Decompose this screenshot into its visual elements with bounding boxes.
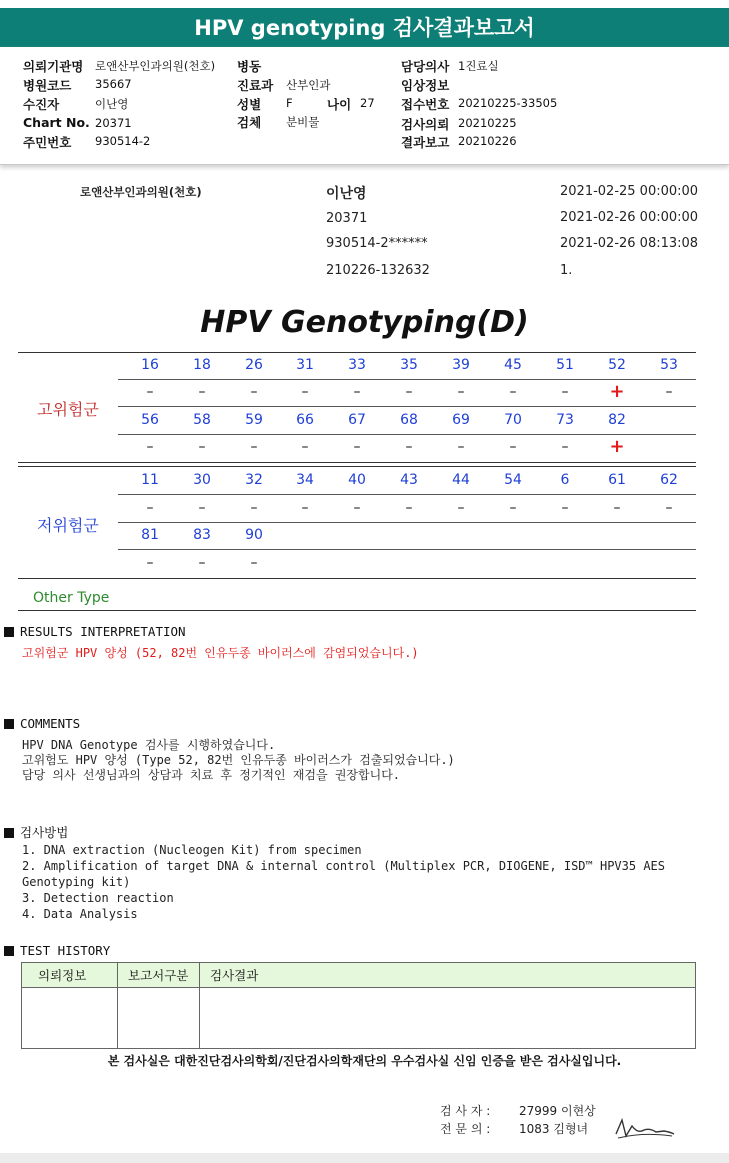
hpv-type-number: 67 [348, 412, 366, 428]
header-value: 20210226 [458, 134, 517, 148]
hpv-type-number: 26 [245, 357, 263, 373]
positive-result: + [609, 436, 625, 457]
header-value: 산부인과 [286, 78, 331, 92]
header-label: 의뢰기관명 [23, 59, 84, 74]
method-heading-text: 검사방법 [20, 825, 69, 840]
comments-heading-text: COMMENTS [20, 716, 81, 731]
negative-result: – [250, 439, 258, 455]
hpv-type-number: 18 [193, 357, 211, 373]
results-text: 고위험군 HPV 양성 (52, 82번 인유두종 바이러스에 감염되었습니다.) [22, 646, 419, 660]
genotyping-title: HPV Genotyping(D) [200, 305, 529, 340]
grid-divider [18, 466, 696, 467]
comment-line: HPV DNA Genotype 검사를 시행하였습니다. [22, 738, 276, 752]
negative-result: – [613, 500, 621, 516]
patient-rrn: 930514-2****** [326, 236, 428, 251]
negative-result: – [509, 384, 517, 400]
negative-result: – [405, 384, 413, 400]
high-risk-label: 고위험군 [37, 400, 99, 419]
negative-result: – [353, 439, 361, 455]
header-value: 분비물 [286, 115, 320, 129]
history-header-row [22, 963, 696, 988]
negative-result: – [146, 555, 154, 571]
header-label: 병원코드 [23, 78, 72, 93]
patient-code: 210226-132632 [326, 263, 430, 278]
hpv-type-number: 56 [141, 412, 159, 428]
hpv-type-number: 32 [245, 472, 263, 488]
patient-name: 이난영 [326, 186, 367, 202]
grid-divider [18, 462, 696, 463]
negative-result: – [353, 384, 361, 400]
age-value: 27 [360, 96, 375, 110]
history-heading [4, 943, 110, 958]
grid-divider [18, 352, 696, 353]
square-bullet-icon [4, 627, 14, 637]
datetime-3: 2021-02-26 08:13:08 [560, 236, 699, 251]
hpv-type-number: 16 [141, 357, 159, 373]
hpv-type-number: 53 [660, 357, 678, 373]
footer-bar [0, 1153, 729, 1163]
negative-result: – [198, 500, 206, 516]
header-label: 수진자 [23, 97, 60, 112]
header-value: 이난영 [95, 97, 129, 111]
specialist-value: 1083 김형녀 [519, 1122, 589, 1136]
grid-divider [18, 578, 696, 579]
negative-result: – [665, 500, 673, 516]
header-label: 담당의사 [401, 59, 450, 74]
header-value: F [286, 96, 293, 110]
header-label: 성별 [237, 97, 262, 112]
datetime-1: 2021-02-25 00:00:00 [560, 184, 699, 199]
hpv-type-number: 81 [141, 527, 159, 543]
header-label: 검체 [237, 115, 262, 130]
hpv-type-number: 61 [608, 472, 626, 488]
hpv-type-number: 6 [560, 472, 570, 488]
hpv-type-number: 70 [504, 412, 522, 428]
header-label: 주민번호 [23, 135, 72, 150]
other-type-label: Other Type [33, 590, 110, 606]
header-label: 결과보고 [401, 135, 450, 150]
negative-result: – [457, 500, 465, 516]
header-label: 검사의뢰 [401, 117, 450, 132]
examiner-value: 27999 이현상 [519, 1104, 596, 1118]
header-value: 20210225-33505 [458, 96, 558, 110]
hpv-type-number: 73 [556, 412, 574, 428]
hpv-type-number: 44 [452, 472, 470, 488]
hpv-type-number: 33 [348, 357, 366, 373]
hpv-type-number: 82 [608, 412, 626, 428]
hpv-type-number: 51 [556, 357, 574, 373]
negative-result: – [198, 555, 206, 571]
negative-result: – [146, 439, 154, 455]
negative-result: – [405, 500, 413, 516]
grid-divider [118, 549, 696, 550]
negative-result: – [561, 439, 569, 455]
negative-result: – [353, 500, 361, 516]
hpv-type-number: 40 [348, 472, 366, 488]
hpv-type-number: 35 [400, 357, 418, 373]
header-value: 35667 [95, 77, 132, 91]
handwritten-signature [612, 1112, 676, 1142]
header-value: 930514-2 [95, 134, 151, 148]
header-label: 진료과 [237, 78, 274, 93]
certification-notice: 본 검사실은 대한진단검사의학회/진단검사의학재단의 우수검사실 신임 인증을 받은 검사실입니다. [107, 1054, 622, 1068]
method-line: 2. Amplification of target DNA & internal control (Multiplex PCR, DIOGENE, ISD™ HPV35 AES [22, 859, 665, 873]
hpv-type-number: 54 [504, 472, 522, 488]
history-cell [118, 988, 200, 1049]
header-label: 접수번호 [401, 97, 450, 112]
report-header [0, 47, 729, 165]
hpv-type-number: 31 [296, 357, 314, 373]
patient-chart: 20371 [326, 211, 368, 226]
negative-result: – [198, 384, 206, 400]
examiner-label: 검 사 자 : [440, 1104, 491, 1118]
header-value: 20371 [95, 116, 132, 130]
hpv-type-number: 90 [245, 527, 263, 543]
hpv-type-number: 45 [504, 357, 522, 373]
grid-divider [118, 522, 696, 523]
comment-line: 고위험도 HPV 양성 (Type 52, 82번 인유두종 바이러스가 검출되었습니다.) [22, 753, 455, 767]
grid-divider [118, 379, 696, 380]
negative-result: – [457, 384, 465, 400]
negative-result: – [146, 500, 154, 516]
square-bullet-icon [4, 719, 14, 729]
results-heading [4, 624, 186, 639]
header-value: 로앤산부인과의원(천호) [95, 59, 216, 73]
negative-result: – [301, 500, 309, 516]
header-label: 병동 [237, 59, 262, 74]
negative-result: – [250, 500, 258, 516]
history-col-header: 보고서구분 [118, 963, 200, 988]
header-label: 임상정보 [401, 78, 450, 93]
history-cell [22, 988, 118, 1049]
negative-result: – [509, 439, 517, 455]
negative-result: – [561, 384, 569, 400]
hpv-type-number: 34 [296, 472, 314, 488]
grid-divider [118, 434, 696, 435]
results-heading-text: RESULTS INTERPRETATION [20, 624, 186, 639]
hpv-type-number: 69 [452, 412, 470, 428]
comment-line: 담당 의사 선생님과의 상담과 치료 후 정기적인 재검을 권장합니다. [22, 768, 401, 782]
hpv-type-number: 66 [296, 412, 314, 428]
hpv-type-number: 83 [193, 527, 211, 543]
method-line: 3. Detection reaction [22, 891, 174, 905]
hpv-type-number: 62 [660, 472, 678, 488]
method-line: 4. Data Analysis [22, 907, 138, 921]
specialist-label: 전 문 의 : [440, 1122, 491, 1136]
low-risk-label: 저위험군 [37, 516, 99, 535]
datetime-4: 1. [560, 263, 573, 278]
report-title-bar: HPV genotyping 검사결과보고서 [0, 8, 729, 47]
hpv-type-number: 43 [400, 472, 418, 488]
history-table [21, 962, 696, 1049]
negative-result: – [198, 439, 206, 455]
header-label: Chart No. [23, 115, 90, 130]
square-bullet-icon [4, 946, 14, 956]
hpv-type-number: 52 [608, 357, 626, 373]
grid-divider [18, 610, 696, 611]
history-col-header: 의뢰정보 [22, 963, 118, 988]
grid-divider [118, 406, 696, 407]
header-value: 1진료실 [458, 59, 499, 73]
negative-result: – [665, 384, 673, 400]
negative-result: – [250, 384, 258, 400]
grid-divider [118, 494, 696, 495]
hpv-type-number: 68 [400, 412, 418, 428]
history-col-header: 검사결과 [200, 963, 696, 988]
method-line: Genotyping kit) [22, 875, 131, 889]
negative-result: – [301, 384, 309, 400]
square-bullet-icon [4, 828, 14, 838]
negative-result: – [509, 500, 517, 516]
history-heading-text: TEST HISTORY [20, 943, 111, 958]
comments-heading [4, 716, 80, 731]
negative-result: – [561, 500, 569, 516]
negative-result: – [301, 439, 309, 455]
datetime-2: 2021-02-26 00:00:00 [560, 210, 699, 225]
hpv-type-number: 30 [193, 472, 211, 488]
age-label: 나이 [327, 97, 352, 112]
negative-result: – [405, 439, 413, 455]
hpv-type-number: 39 [452, 357, 470, 373]
positive-result: + [609, 381, 625, 402]
method-line: 1. DNA extraction (Nucleogen Kit) from specimen [22, 843, 362, 857]
method-heading [4, 823, 68, 841]
hpv-type-number: 59 [245, 412, 263, 428]
hpv-type-number: 58 [193, 412, 211, 428]
history-cell [200, 988, 696, 1049]
hpv-type-number: 11 [141, 472, 159, 488]
negative-result: – [146, 384, 154, 400]
header-value: 20210225 [458, 116, 517, 130]
hospital-name: 로앤산부인과의원(천호) [80, 185, 202, 199]
negative-result: – [457, 439, 465, 455]
history-row [22, 988, 696, 1049]
negative-result: – [250, 555, 258, 571]
